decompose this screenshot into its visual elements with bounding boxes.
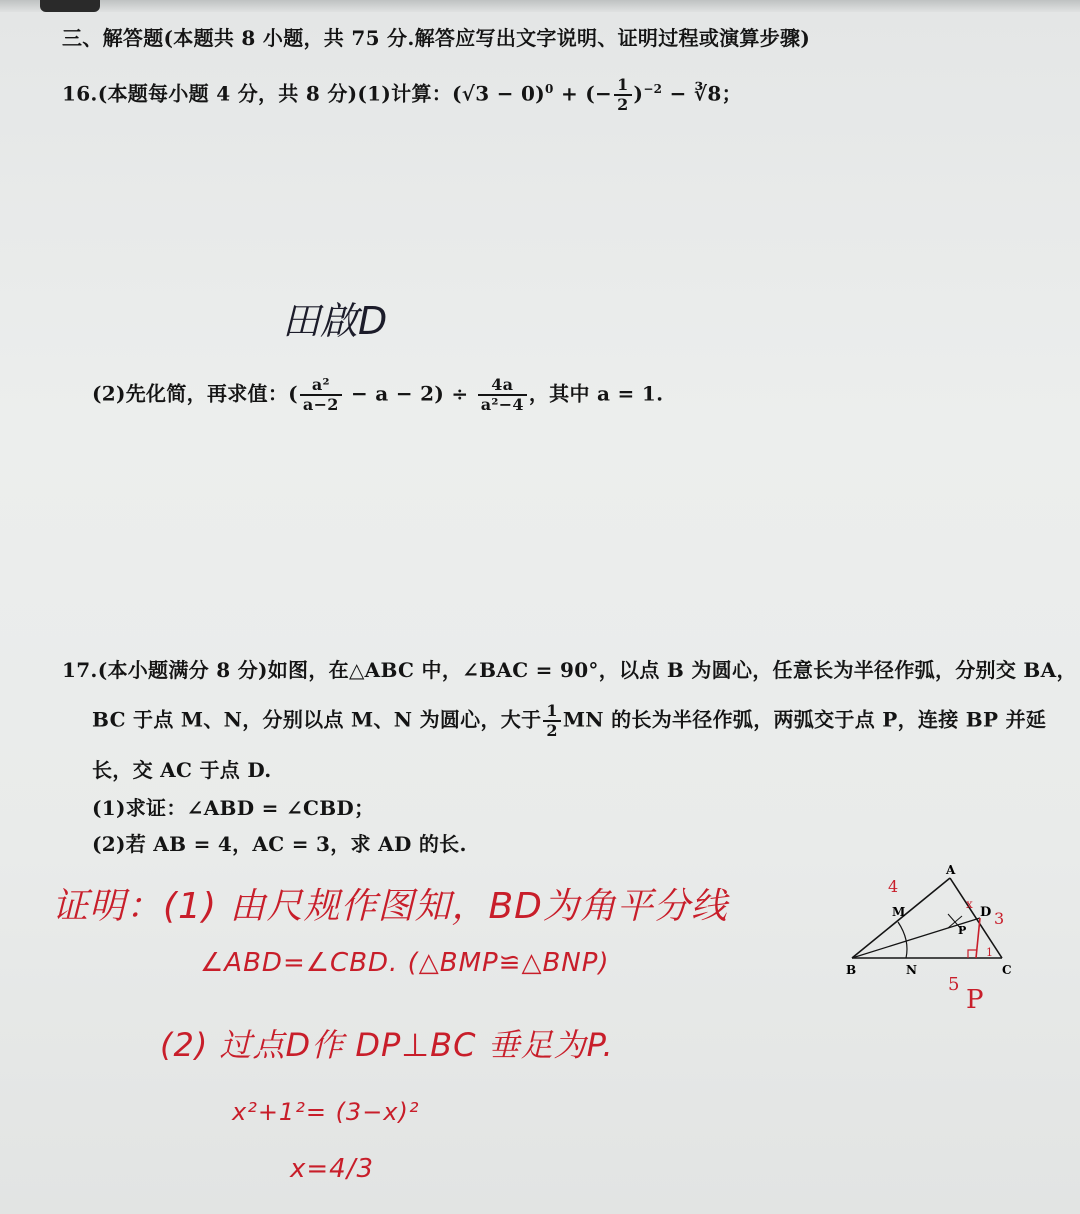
handwritten-answer-line3: (2) 过点D作 DP⊥BC 垂足为P. [160, 1026, 614, 1064]
question-16-part1 [62, 76, 742, 114]
q16-plus: + (− [553, 81, 613, 106]
label-a: A [946, 863, 956, 877]
triangle-figure [840, 862, 1040, 1022]
red-label-p: P [966, 985, 984, 1015]
handwritten-answer-line1: 证明：(1) 由尺规作图知，BD为角平分线 [52, 886, 728, 927]
q17-half-fraction: $\frac{1}{2}$ [543, 702, 560, 740]
handwritten-answer-line5: x=4/3 [290, 1154, 375, 1184]
page-top-mark [40, 0, 100, 12]
label-m: M [892, 905, 906, 919]
handwritten-answer-line2: ∠ABD=∠CBD. (△BMP≌△BNP) [200, 948, 610, 978]
red-label-5: 5 [948, 974, 960, 995]
question-17-line3: 长，交 AC 于点 D. [92, 758, 272, 782]
red-label-4: 4 [888, 877, 899, 896]
question-17-line2 [92, 702, 1046, 740]
q16-exp0: 0 [545, 81, 554, 96]
label-p: P [958, 924, 967, 937]
q16-expr-start: (√3 − 0) [452, 81, 546, 106]
red-label-x: x [966, 897, 973, 911]
label-b: B [846, 963, 857, 977]
q16-tail: ，其中 a = 1. [528, 381, 664, 406]
red-label-3: 3 [994, 909, 1005, 928]
q17-line2-b: MN 的长为半径作弧，两弧交于点 P，连接 BP 并延 [562, 707, 1047, 732]
label-n: N [906, 963, 917, 977]
label-c: C [1002, 963, 1012, 977]
label-d: D [980, 905, 992, 920]
q16-half-fraction: $\frac{1}{2}$ [614, 76, 631, 114]
q16-frac2: $\frac{4a}{\text{a²−4}}$ [478, 376, 527, 414]
red-label-1: 1 [986, 946, 993, 959]
q16-intro: 16.(本题每小题 4 分，共 8 分)(1)计算： [62, 81, 453, 106]
section-header: 三、解答题(本题共 8 小题，共 75 分.解答应写出文字说明、证明过程或演算步骤) [62, 26, 811, 50]
page-top-edge [0, 0, 1080, 12]
arc-mn [898, 922, 907, 958]
handwritten-signature: 田啟D [282, 299, 388, 343]
q16-exp-neg2: −2 [643, 81, 663, 96]
question-17-part1: (1)求证：∠ABD = ∠CBD； [92, 796, 375, 820]
q16-cbrt: − ∛8； [662, 81, 742, 106]
question-16-part2 [92, 376, 663, 414]
question-17-part2: (2)若 AB = 4，AC = 3，求 AD 的长. [92, 832, 467, 856]
red-perpendicular [976, 918, 980, 958]
question-17-line1: 17.(本小题满分 8 分)如图，在△ABC 中，∠BAC = 90°，以点 B 为圆心，任意长为半径作弧，分别交 BA， [62, 658, 1077, 682]
right-angle-mark [968, 950, 976, 958]
q16-mid: − a − 2) ÷ [343, 381, 476, 406]
q16-part2-intro: (2)先化简，再求值：( [92, 381, 298, 406]
handwritten-answer-line4: x²+1²= (3−x)² [232, 1098, 420, 1126]
q16-frac1: $\frac{\text{a²}}{a-2}$ [300, 376, 342, 414]
q17-line2-a: BC 于点 M、N，分别以点 M、N 为圆心，大于 [92, 707, 542, 732]
q16-close: ) [633, 81, 644, 106]
